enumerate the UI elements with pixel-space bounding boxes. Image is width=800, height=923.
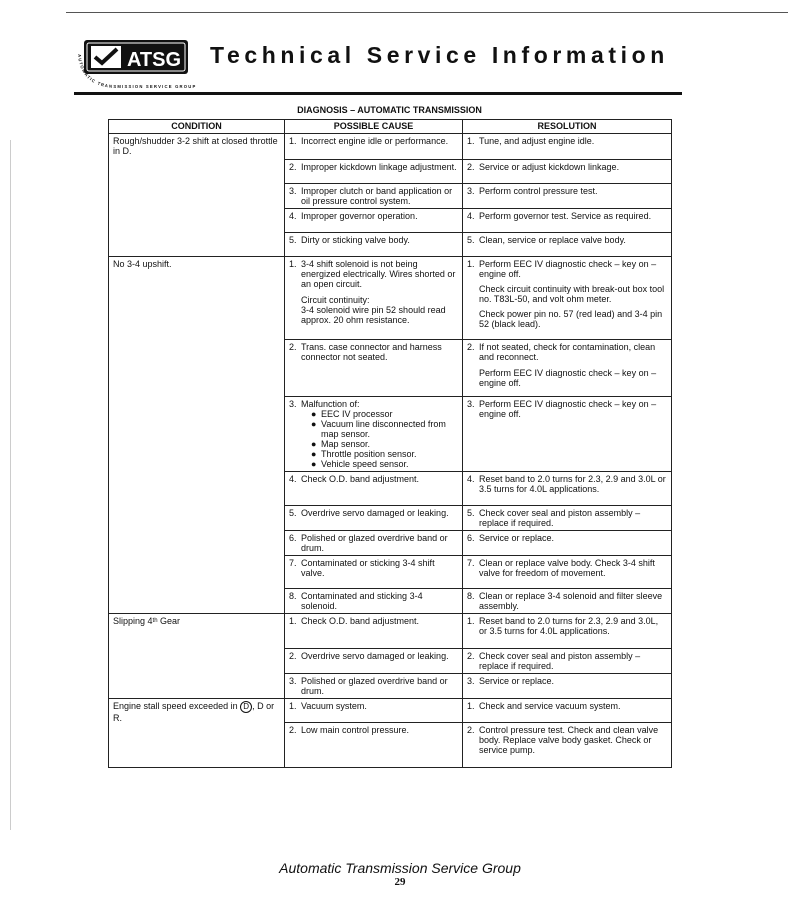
cause-cell: 1. 3-4 shift solenoid is not being energized electrically. Wires shorted or an open circuit. Circuit continuity: 3-4 solenoid wire pin 52 should read approx. 20 ohm resistance. <box>285 257 463 340</box>
resolution-cell: 3. Service or replace. <box>463 674 672 699</box>
list-item: ● EEC IV processor <box>311 409 393 419</box>
resolution-cell: 8. Clean or replace 3-4 solenoid and filter sleeve assembly. <box>463 589 672 614</box>
list-item: ● Map sensor. <box>311 439 371 449</box>
cause-cell: 8. Contaminated and sticking 3-4 solenoid. <box>285 589 463 614</box>
footer-organization: Automatic Transmission Service Group <box>279 860 521 876</box>
table-row <box>109 134 672 160</box>
cause-cell: 3. Improper clutch or band application or oil pressure control system. <box>285 184 463 209</box>
diagnosis-table <box>108 119 672 768</box>
list-item: ● Throttle position sensor. <box>311 449 417 459</box>
cause-cell: 2. Overdrive servo damaged or leaking. <box>285 649 463 674</box>
table-title: DIAGNOSIS – AUTOMATIC TRANSMISSION <box>297 105 482 115</box>
resolution-cell: 1. Reset band to 2.0 turns for 2.3, 2.9 and 3.0L, or 3.5 turns for 4.0L applications. <box>463 614 672 649</box>
page-number: 29 <box>394 876 406 888</box>
resolution-cell: 5. Check cover seal and piston assembly – replace if required. <box>463 506 672 531</box>
resolution-cell: 2. Service or adjust kickdown linkage. <box>463 160 672 184</box>
cause-cell: 6. Polished or glazed overdrive band or drum. <box>285 531 463 556</box>
header-condition: CONDITION <box>109 120 285 134</box>
header-resolution: RESOLUTION <box>463 120 672 134</box>
circled-d-symbol: D <box>240 701 252 713</box>
logo-ring-text: AUTOMATIC TRANSMISSION SERVICE GROUP <box>76 53 197 89</box>
resolution-cell: 4. Reset band to 2.0 turns for 2.3, 2.9 and 3.0L or 3.5 turns for 4.0L applications. <box>463 472 672 506</box>
condition-cell: No 3-4 upshift. <box>109 257 285 614</box>
atsg-logo <box>76 36 198 90</box>
resolution-cell: 7. Clean or replace valve body. Check 3-4 shift valve for freedom of movement. <box>463 556 672 589</box>
cause-cell: 4. Check O.D. band adjustment. <box>285 472 463 506</box>
cause-cell: 2. Improper kickdown linkage adjustment. <box>285 160 463 184</box>
cause-cell: 4. Improper governor operation. <box>285 209 463 233</box>
resolution-cell: 6. Service or replace. <box>463 531 672 556</box>
resolution-cell: 5. Clean, service or replace valve body. <box>463 233 672 257</box>
table-row <box>109 257 672 340</box>
left-margin-rule <box>10 140 11 830</box>
cause-cell: 1. Vacuum system. <box>285 699 463 723</box>
table-row <box>109 614 672 649</box>
header-title: Technical Service Information <box>210 42 669 68</box>
cause-cell: 7. Contaminated or sticking 3-4 shift valve. <box>285 556 463 589</box>
list-item: ● Vacuum line disconnected from map sensor. <box>311 419 446 439</box>
header-rule <box>74 92 682 95</box>
cause-cell: 2. Trans. case connector and harness connector not seated. <box>285 340 463 397</box>
list-item: ● Vehicle speed sensor. <box>311 459 409 469</box>
cause-cell: 5. Overdrive servo damaged or leaking. <box>285 506 463 531</box>
top-border-rule <box>66 12 788 13</box>
cause-cell: 5. Dirty or sticking valve body. <box>285 233 463 257</box>
resolution-cell: 3. Perform EEC IV diagnostic check – key on – engine off. <box>463 397 672 472</box>
cause-cell: 2. Low main control pressure. <box>285 723 463 768</box>
resolution-cell: 2. If not seated, check for contamination, clean and reconnect. Perform EEC IV diagnostic check – key on – engine off. <box>463 340 672 397</box>
table-row <box>109 699 672 723</box>
condition-cell: Rough/shudder 3-2 shift at closed throttle in D. <box>109 134 285 257</box>
cause-cell: 1. Check O.D. band adjustment. <box>285 614 463 649</box>
condition-cell: Slipping 4th Gear <box>109 614 285 699</box>
logo-text: ATSG <box>126 49 182 71</box>
resolution-cell: 1. Perform EEC IV diagnostic check – key on – engine off. Check circuit continuity with break-out box tool no. T83L-50, and volt ohm meter. Check power pin no. 57 (red lead) and 3-4 pin 52 (black lead). <box>463 257 672 340</box>
header-possible-cause: POSSIBLE CAUSE <box>285 120 463 134</box>
cause-cell: 3. Malfunction of: ● EEC IV processor ● Vacuum line disconnected from map sensor. ● Map sensor. ● Throttle position sensor. ● Vehicle speed sensor. <box>285 397 463 472</box>
cause-cell: 3. Polished or glazed overdrive band or drum. <box>285 674 463 699</box>
resolution-cell: 4. Perform governor test. Service as required. <box>463 209 672 233</box>
cause-cell: 1. Incorrect engine idle or performance. <box>285 134 463 160</box>
table-header-row <box>109 120 672 134</box>
resolution-cell: 1. Check and service vacuum system. <box>463 699 672 723</box>
resolution-cell: 1. Tune, and adjust engine idle. <box>463 134 672 160</box>
resolution-cell: 2. Control pressure test. Check and clean valve body. Replace valve body gasket. Check or service pump. <box>463 723 672 768</box>
malfunction-list <box>301 409 458 469</box>
resolution-cell: 3. Perform control pressure test. <box>463 184 672 209</box>
condition-cell: Engine stall speed exceeded in D , D or R. <box>109 699 285 768</box>
resolution-cell: 2. Check cover seal and piston assembly – replace if required. <box>463 649 672 674</box>
